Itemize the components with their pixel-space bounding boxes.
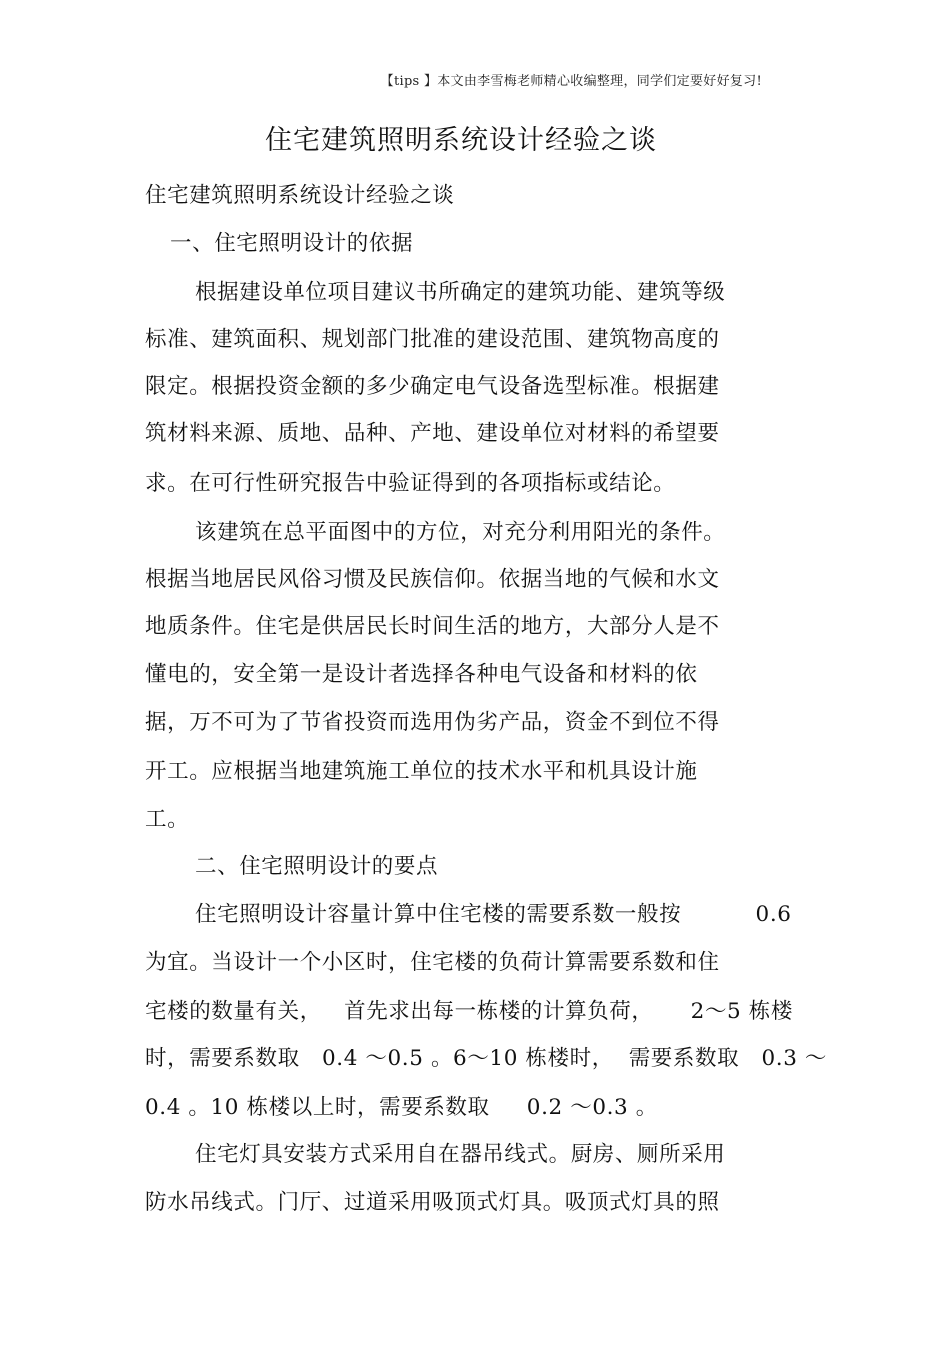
paragraph-line: 筑材料来源、质地、品种、产地、建设单位对材料的希望要	[145, 421, 720, 446]
paragraph-line: 宅楼的数量有关， 首先求出每一栋楼的计算负荷， 2～5 栋楼	[145, 999, 793, 1024]
tips-header: 【tips 】本文由李雪梅老师精心收编整理，同学们定要好好复习!	[380, 74, 762, 89]
paragraph-line: 开工。应根据当地建筑施工单位的技术水平和机具设计施	[145, 759, 698, 784]
paragraph-line: 该建筑在总平面图中的方位，对充分利用阳光的条件。	[195, 520, 726, 545]
section-heading-2: 二、住宅照明设计的要点	[195, 854, 439, 879]
paragraph-line: 据，万不可为了节省投资而选用伪劣产品，资金不到位不得	[145, 710, 720, 735]
paragraph-line: 工。	[145, 807, 190, 832]
paragraph-line: 防水吊线式。门厅、过道采用吸顶式灯具。吸顶式灯具的照	[145, 1190, 720, 1215]
paragraph-line: 为宜。当设计一个小区时，住宅楼的负荷计算需要系数和住	[145, 950, 720, 975]
paragraph-line: 住宅照明设计容量计算中住宅楼的需要系数一般按 0.6	[195, 902, 792, 927]
document-title: 住宅建筑照明系统设计经验之谈	[265, 125, 657, 156]
paragraph-line: 限定。根据投资金额的多少确定电气设备选型标准。根据建	[145, 374, 720, 399]
paragraph-line: 0.4 。10 栋楼以上时，需要系数取 0.2 ～0.3 。	[145, 1095, 658, 1120]
paragraph-line: 住宅灯具安装方式采用自在器吊线式。厨房、厕所采用	[195, 1142, 726, 1167]
paragraph-line: 地质条件。住宅是供居民长时间生活的地方，大部分人是不	[145, 614, 720, 639]
paragraph-line: 标准、建筑面积、规划部门批准的建设范围、建筑物高度的	[145, 327, 720, 352]
paragraph-line: 求。在可行性研究报告中验证得到的各项指标或结论。	[145, 471, 676, 496]
paragraph-line: 根据建设单位项目建议书所确定的建筑功能、建筑等级	[195, 280, 726, 305]
subtitle-line: 住宅建筑照明系统设计经验之谈	[145, 183, 455, 208]
paragraph-line: 根据当地居民风俗习惯及民族信仰。依据当地的气候和水文	[145, 567, 720, 592]
paragraph-line: 时，需要系数取 0.4 ～0.5 。6～10 栋楼时， 需要系数取 0.3 ～	[145, 1046, 828, 1071]
section-heading-1: 一、住宅照明设计的依据	[170, 231, 414, 256]
paragraph-line: 懂电的，安全第一是设计者选择各种电气设备和材料的依	[145, 662, 698, 687]
